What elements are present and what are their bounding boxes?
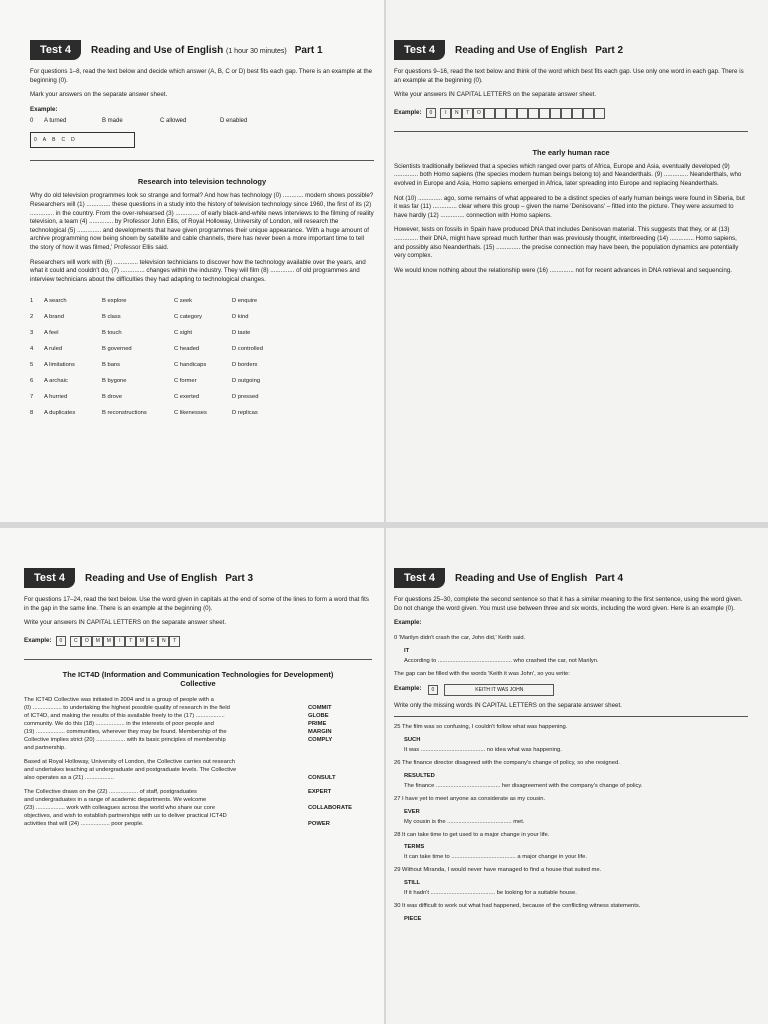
item-sentence: 29 Without Miranda, I would never have managed to find a house that suited me. (394, 867, 602, 874)
part2-header (394, 38, 748, 62)
write-instructions: Write your answers IN CAPITAL LETTERS on the separate answer sheet. (24, 619, 227, 627)
example-second-sentence: According to .............................................. who crashed the car, not Marilyn. (404, 657, 599, 664)
section-title: Reading and Use of English Part 2 (454, 44, 624, 56)
item-answer: If it hadn't ........................................ be looking for a suitable house. (404, 890, 577, 897)
example-row: Example: 0 C O M M I T M E N T (24, 636, 372, 647)
test-tag: Test 4 (394, 40, 445, 60)
page-part2 (386, 0, 768, 522)
gap-lines: The ICT4D Collective was initiated in 2004 and is a group of people with a (0) .................. to undertaking the highest possible quality of research in the field COMMIT of ICT4D, and making the results of this available freely to the (17) .................. GLOBE community. We do this (18) .................. in the interests of poor people and PRIME (19) .................. communities, wherever they may be found. Membership of the MARGIN Collective implies strict (20) .................. with its basic principles of membership COMPLY and partnership. Based at Royal Holloway, University of London, the Collective carries out research and undertakes teaching at undergraduate and postgraduate levels. The Collective also operates as a (21) .................. CONSULT The Collective draws on the (22) .................. of staff, postgraduates EXPERT and undergraduates in a range of academic departments. We welcome (23) .................. work with colleagues across the world who share our core COLLABORATE objectives, and wish to establish partnerships with us to deliver practical ICT4D activities that will (24) .................. poor people. POWER (24, 696, 353, 827)
test-tag: Test 4 (394, 568, 445, 588)
mark-instructions: Mark your answers on the separate answer sheet. (30, 91, 168, 99)
section-title: Reading and Use of English Part 3 (84, 572, 254, 584)
article-para: Why do old television programmes look so strange and formal? And how has technology (0) ............ modern shows possible? Researchers will (1) .............. these questions in a study into the history of television technology since 1960, the first of its (2) .............. in the country. From the over-rehearsed (3) .............. of early black-and-white news interviews to the filming of reality television, a team (4) .............. by Professor John Ellis, of Royal Holloway, University of London, will research the technological (5) .............. and developments that have given programmes their unique appearance. 'With a huge amount of archive programming now being shown by satellite and cable channels, there has never been a more important time to tell the story of how it was filmed,' Professor Ellis said. (30, 192, 374, 251)
example-options: 0 A turned B made C allowed D enabled (30, 118, 248, 125)
page-part4 (386, 528, 768, 1024)
transform-items (394, 723, 748, 922)
item-sentence: 27 I have yet to meet anyone as considerate as my cousin. (394, 795, 546, 802)
article-title: The ICT4D (Information and Communication Technologies for Development) Collective (62, 669, 334, 688)
item-keyword: EVER (404, 808, 420, 815)
item-answer: My cousin is the ........................................ met. (404, 818, 525, 825)
article-para: Scientists traditionally believed that a species which ranged over parts of Africa, Europe and Asia, eventually developed (9) .............. both Homo sapiens (the species modern human beings belong to) and Neanderthals. (9) .............. Neanderthals, who evolved in Europe and Asia, Homo sapiens emerged in Africa, later spreading into Europe and replacing Neanderthals. (394, 162, 742, 187)
example-label: Example: (30, 105, 58, 113)
item-sentence: 26 The finance director disagreed with the company's change of policy, so she resigned. (394, 759, 620, 766)
example-sentence: 0 'Marilyn didn't crash the car, John did,' Keith said. (394, 634, 526, 641)
article-title: The early human race (532, 147, 610, 157)
item-answer: It was ........................................ no idea what was happening. (404, 746, 562, 753)
example-row: Example: 0 I N T O (394, 108, 748, 119)
item-sentence: 28 It can take time to get used to a major change in your life. (394, 831, 550, 838)
item-keyword: TERMS (404, 844, 425, 851)
item-keyword: STILL (404, 880, 421, 887)
item-keyword: PIECE (404, 915, 422, 922)
example-answer-box: 0 A B C D (30, 132, 135, 148)
divider (394, 131, 748, 132)
part3-header (24, 566, 372, 590)
instructions: For questions 1–8, read the text below and decide which answer (A, B, C or D) best fits each gap. There is an example at the beginning (0). (30, 68, 373, 84)
item-keyword: RESULTED (404, 772, 435, 779)
page-part1 (0, 0, 384, 522)
instructions: For questions 17–24, read the text below. Use the word given in capitals at the end of some of the lines to form a word that fits in the gap in the same line. There is an example at the beginning (0). (24, 596, 369, 612)
item-sentence: 25 The film was so confusing, I couldn't follow what was happening. (394, 724, 568, 731)
example-note: The gap can be filled with the words 'Keith it was John', so you write: (394, 670, 570, 677)
instructions: For questions 9–16, read the text below and think of the word which best fits each gap. Use only one word in each gap. There is an example at the beginning (0). (394, 68, 744, 84)
article-para: Not (10) .............. ago, some remains of what appeared to be a distinct species of early human beings were found in Siberia, but it was far (11) .............. clear where this group – given the name 'Denisovans' – fitted into the picture. They were assumed to have hardly (12) .............. connection with Homo sapiens. (394, 194, 745, 219)
article-para: Researchers will work with (6) .............. television technicians to discover how the technology available over the years, and what it could and couldn't do, (7) .............. changes within the industry. They will film (8) .............. of old programmes and interview technicians about the difficulties they had adapting to technological changes. (30, 258, 366, 283)
section-title: Reading and Use of English (1 hour 30 minutes) Part 1 (90, 44, 323, 56)
example-answer-row: Example: 0 KEITH IT WAS JOHN (394, 684, 748, 696)
instructions: For questions 25–30, complete the second sentence so that it has a similar meaning to the first sentence, using the word given. Do not change the word given. You must use between three and six words, including the word given. Here is an example (0). (394, 596, 743, 612)
example-keyword: IT (404, 647, 410, 654)
item-answer: It can take time to ........................................ a major change in your life. (404, 854, 587, 861)
article-title: Research into television technology (137, 177, 267, 187)
write-instructions: Write your answers IN CAPITAL LETTERS on the separate answer sheet. (394, 91, 597, 99)
options-grid: 1 A search B explore C seek D enquire 2 A brand B class C category D kind 3 A feel B touch C sight D taste 4 A ruled B governed C headed D controlled 5 A limitations B bans C handicaps D borders 6 A archaic B bygone C former D outgoing 7 A hurried B drove C exerted D pressed 8 A duplicates B reconstructions C likenesses D replicas (30, 298, 263, 417)
page-part3 (0, 528, 384, 1024)
part1-header (30, 38, 374, 62)
test-tag: Test 4 (24, 568, 75, 588)
item-sentence: 30 It was difficult to work out what had happened, because of the conflicting witness statements. (394, 903, 641, 910)
item-answer: The finance ........................................ her disagreement with the company's change of policy. (404, 782, 643, 789)
example-label: Example: (394, 619, 422, 627)
divider (30, 160, 374, 161)
divider (24, 659, 372, 660)
part4-header (394, 566, 748, 590)
article-para: We would know nothing about the relationship were (16) .............. not for recent advances in DNA retrieval and sequencing. (394, 266, 732, 274)
divider (394, 716, 748, 717)
section-title: Reading and Use of English Part 4 (454, 572, 624, 584)
test-tag: Test 4 (30, 40, 81, 60)
item-keyword: SUCH (404, 736, 421, 743)
article-para: However, tests on fossils in Spain have produced DNA that includes Denisovan material. This suggests that they, or at (13) .............. their DNA, might have spread much further than was previously thought, interbreeding (14) .............. Homo sapiens, and possibly also Neanderthals. (15) .............. the precise connection may have been, the population dynamics are potentially very complex. (394, 226, 739, 260)
write-instructions: Write only the missing words IN CAPITAL LETTERS on the separate answer sheet. (394, 701, 622, 709)
